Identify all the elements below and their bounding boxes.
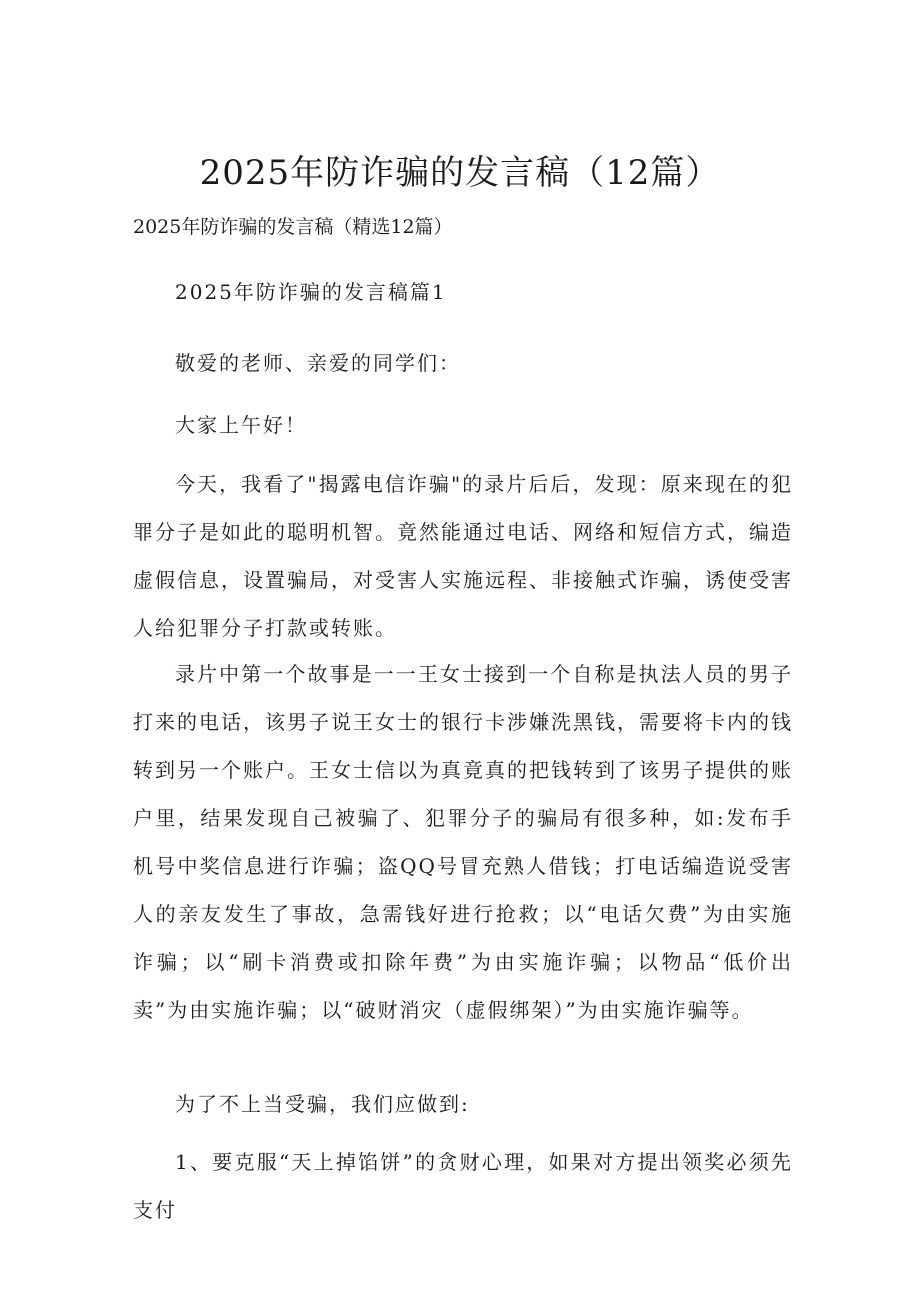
document-subtitle: 2025年防诈骗的发言稿（精选12篇）: [133, 216, 453, 238]
list-item-paragraph: 1、要克服“天上掉馅饼”的贪财心理，如果对方提出领奖必须先支付: [133, 1150, 793, 1222]
section-heading: 2025年防诈骗的发言稿篇1: [175, 280, 447, 304]
body-paragraph: 录片中第一个故事是一一王女士接到一个自称是执法人员的男子打来的电话，该男子说王女士的银行卡涉嫌洗黑钱，需要将卡内的钱转到另一个账户。王女士信以为真竟真的把钱转到了该男子提供的账户里，结果发现自己被骗了、犯罪分子的骗局有很多种，如:发布手机号中奖信息进行诈骗；盗QQ号冒充熟人借钱；打电话编造说受害人的亲友发生了事故，急需钱好进行抢救；以“电话欠费”为由实施诈骗；以“刷卡消费或扣除年费”为由实施诈骗；以物品“低价出卖”为由实施诈骗；以“破财消灾（虚假绑架）”为由实施诈骗等。: [133, 662, 793, 1022]
body-paragraph: 为了不上当受骗，我们应做到:: [175, 1092, 470, 1116]
body-paragraph: 今天，我看了"揭露电信诈骗"的录片后后，发现：原来现在的犯罪分子是如此的聪明机智。竟然能通过电话、网络和短信方式，编造虚假信息，设置骗局，对受害人实施远程、非接触式诈骗，诱使受害人给犯罪分子打款或转账。: [133, 472, 793, 640]
salutation-paragraph: 敬爱的老师、亲爱的同学们：: [175, 351, 461, 375]
document-title: 2025年防诈骗的发言稿（12篇）: [199, 153, 721, 193]
greeting-paragraph: 大家上午好！: [175, 413, 307, 437]
